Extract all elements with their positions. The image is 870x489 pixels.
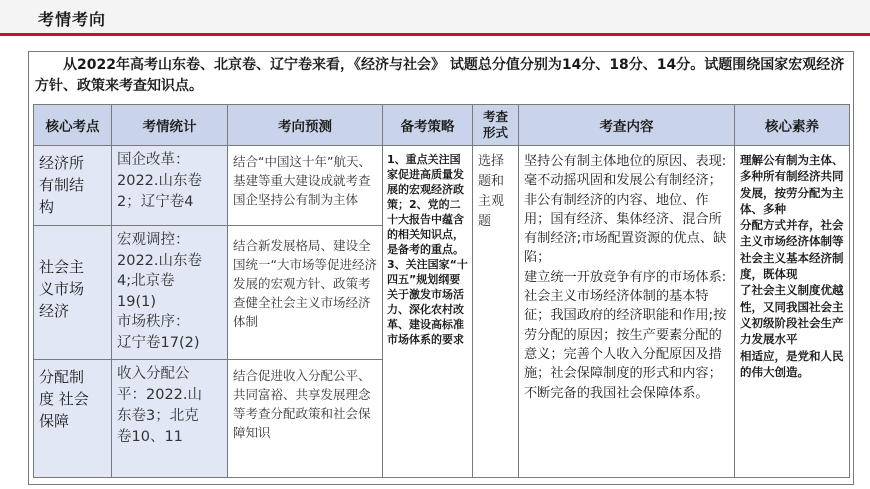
key-point-cell: 分配制 度 社会 保障 <box>34 360 112 478</box>
column-header: 备考策略 <box>383 105 473 146</box>
literacy-cell: 理解公有制为主体、多种所有制经济共同发展，按劳分配为主体、多种 分配方式并存，社会主义市场经济体制等社会主义基本经济制度，既体现 了社会主义制度优越性，又同我国社会主义初级阶段社会生产力发展水平 相适应，是党和人民的伟大创造。 <box>735 146 850 478</box>
stats-cell: 收入分配公 平：2022.山 东卷3；北克 卷10、11 <box>112 360 228 478</box>
prediction-cell: 结合促进收入分配公平、共同富裕、共享发展理念等考查分配政策和社会保障知识 <box>228 360 383 478</box>
header-bar <box>0 0 870 34</box>
content-cell: 坚持公有制主体地位的原因、表现:毫不动摇巩固和发展公有制经济；非公有制经济的内容、地位、作用；国有经济、集体经济、混合所有制经济;市场配置资源的优点、缺陷； 建立统一开放竞争有序的市场体系:社会主义市场经济体制的基本特征；我国政府的经济职能和作用;按劳分配的原因；按生产要素分配的意义；完善个人收入分配原因及措施；社会保障制度的形式和内容；不断完备的我国社会保障体系。 <box>519 146 735 478</box>
header-divider <box>0 33 870 36</box>
column-header: 考查 形式 <box>473 105 519 146</box>
strategy-cell: 1、重点关注国家促进高质量发展的宏观经济政策；2、党的二十大报告中蕴含的相关知识点，是备考的重点。3、关注国家“十四五”规划纲要关于激发市场活力、深化农村改革、建设高标准市场体系的要求 <box>383 146 473 478</box>
page-title: 考情考向 <box>38 10 107 29</box>
key-point-cell: 社会主 义市场 经济 <box>34 226 112 360</box>
intro-paragraph: 从2022年高考山东卷、北京卷、辽宁卷来看，《经济与社会》 试题总分值分别为14分、18分、14分。试题围绕国家宏观经济方针、政策来考查知识点。 <box>35 57 845 94</box>
prediction-cell: 结合“中国这十年”航天、基建等重大建设成就考查国企坚持公有制为主体 <box>228 146 383 226</box>
stats-cell: 国企改革： 2022.山东卷 2；辽宁卷4 <box>112 146 228 226</box>
column-header: 考情统计 <box>112 105 228 146</box>
key-point-cell: 经济所 有制结 构 <box>34 146 112 226</box>
column-header: 核心考点 <box>34 105 112 146</box>
column-header: 核心素养 <box>735 105 850 146</box>
column-header: 考查内容 <box>519 105 735 146</box>
column-header: 考向预测 <box>228 105 383 146</box>
exam-analysis-table <box>33 104 850 478</box>
table-row <box>34 146 850 226</box>
content-frame <box>28 51 854 485</box>
form-cell: 选择 题和 主观 题 <box>473 146 519 478</box>
stats-cell: 宏观调控： 2022.山东卷 4;北京卷 19(1) 市场秩序： 辽宁卷17(2) <box>112 226 228 360</box>
prediction-cell: 结合新发展格局、建设全国统一“大市场等促进经济发展的宏观方针、政策考查健全社会主义市场经济体制 <box>228 226 383 360</box>
table-header-row <box>34 105 850 146</box>
